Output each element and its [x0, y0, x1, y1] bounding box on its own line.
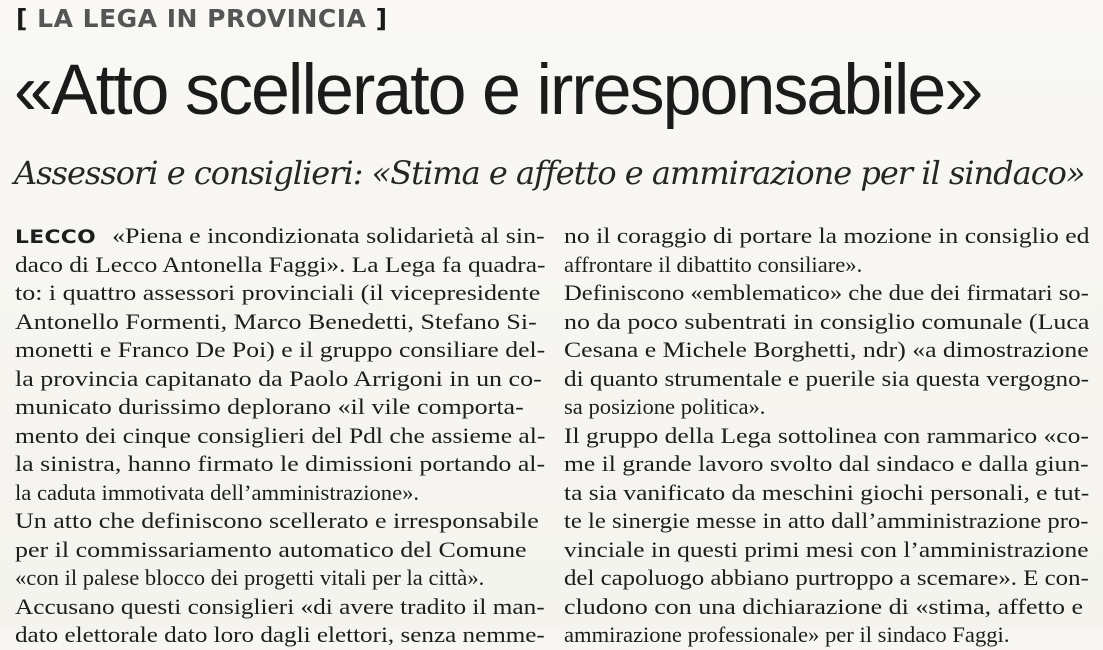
article-line: ta sia vanificato da meschini giochi personali, e tut- — [564, 479, 1090, 505]
article-line: me il grande lavoro svolto dal sindaco e dalla giun- — [564, 451, 1089, 476]
article-line: vinciale in questi primi mesi con l’amministrazione — [564, 536, 1089, 562]
article-line: Definiscono «emblematico» che due dei firmatari so- — [564, 280, 1089, 305]
article-line — [15, 222, 545, 251]
article-line: mento dei cinque consiglieri del Pdl che assieme al- — [15, 422, 546, 448]
kicker-open-bracket: [ — [16, 4, 28, 33]
article-line: Il gruppo della Lega sottolinea con rammarico «co- — [564, 422, 1089, 448]
article-line: daco di Lecco Antonella Faggi». La Lega fa quadra- — [15, 251, 546, 277]
article-line: per il commissariamento automatico del Comune — [15, 536, 527, 562]
article-line: no da poco subentrati in consiglio comunale (Luca — [564, 308, 1090, 334]
article-line: municato durissimo deplorano «il vile comporta- — [15, 394, 524, 419]
article-line: la caduta immotivata dell’amministrazione». — [15, 479, 420, 505]
article-line: la sinistra, hanno firmato le dimissioni portando al- — [15, 451, 546, 476]
article-line: «con il palese blocco dei progetti vitali per la città». — [15, 565, 485, 590]
article-line: cludono con una dichiarazione di «stima, affetto e — [564, 593, 1084, 619]
article-line: ammirazione professionale» per il sindaco Faggi. — [564, 622, 1010, 647]
article-line: dato elettorale dato loro dagli elettori, senza nemme- — [15, 622, 545, 647]
dateline: LECCO — [15, 226, 97, 248]
article-line: di quanto strumentale e puerile sia questa vergogno- — [564, 365, 1090, 391]
kicker-label: LA LEGA IN PROVINCIA — [37, 4, 367, 33]
article-column-1 — [15, 222, 545, 650]
article-column-2 — [564, 222, 1089, 650]
article-line: sa posizione politica». — [564, 394, 766, 419]
subheadline: Assessori e consiglieri: «Stima e affetto e ammirazione per il sindaco» — [14, 154, 1085, 192]
section-kicker — [16, 4, 388, 33]
article-line: Un atto che definiscono scellerato e irresponsabile — [15, 508, 539, 533]
article-line: to: i quattro assessori provinciali (il vicepresidente — [15, 280, 541, 305]
article-line: del capoluogo abbiano purtroppo a scemare». E con- — [564, 565, 1089, 590]
article-line: monetti e Franco De Poi) e il gruppo consiliare del- — [15, 337, 546, 362]
article-line: te le sinergie messe in atto dall’amministrazione pro- — [564, 508, 1089, 533]
article-line: Cesana e Michele Borghetti, ndr) «a dimostrazione — [564, 337, 1089, 362]
headline: «Atto scellerato e irresponsabile» — [14, 51, 982, 130]
article-line: Accusano questi consiglieri «di avere tradito il man- — [15, 593, 545, 619]
article-line: affrontare il dibattito consiliare». — [564, 251, 863, 277]
article-line: Antonello Formenti, Marco Benedetti, Stefano Si- — [15, 308, 537, 334]
article-line: la provincia capitanato da Paolo Arrigoni in un co- — [15, 365, 542, 391]
article-line-text: «Piena e incondizionata solidarietà al sin- — [112, 223, 545, 248]
article-line: no il coraggio di portare la mozione in consiglio ed — [564, 223, 1090, 248]
kicker-close-bracket: ] — [375, 4, 388, 33]
